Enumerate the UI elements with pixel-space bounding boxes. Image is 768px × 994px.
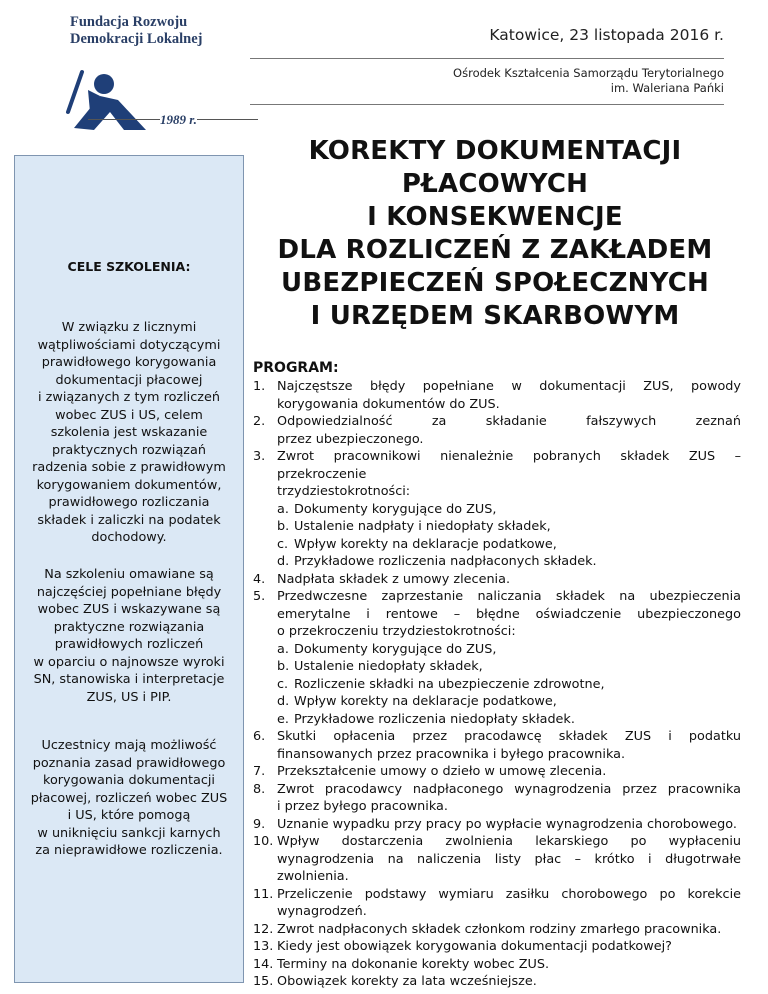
program-item-number: 6. — [253, 729, 266, 744]
program-item-number: 3. — [253, 449, 266, 464]
program-subitem — [253, 641, 741, 659]
program-subitem-letter: a. — [277, 501, 289, 517]
program-item-text: Skutki opłacenia przez pracodawcę składek ZUS i podatku — [277, 729, 741, 744]
program-item-text: Przeliczenie podstawy wymiaru zasiłku chorobowego po korekcie — [277, 886, 741, 902]
program-subitem-letter: c. — [277, 676, 289, 692]
program-item — [253, 921, 741, 939]
program-subitem-text: Rozliczenie składki na ubezpieczenie zdrowotne, — [294, 676, 605, 692]
program-item — [253, 956, 741, 974]
program-item-continuation: trzydziestokrotności: — [277, 484, 411, 499]
program-item-text: Terminy na dokonanie korekty wobec ZUS. — [277, 956, 550, 972]
program-subitem — [253, 693, 741, 711]
program-item-number: 1. — [253, 379, 266, 394]
program-item — [253, 816, 741, 834]
program-item — [253, 833, 741, 851]
program-subitem-letter: a. — [277, 641, 289, 657]
program-subitem-letter: b. — [277, 519, 290, 534]
program-item — [253, 886, 741, 904]
program-item — [253, 763, 741, 781]
program-subitem-text: Ustalenie nadpłaty i niedopłaty składek, — [294, 519, 551, 534]
program-subitem-text: Dokumenty korygujące do ZUS, — [294, 641, 497, 657]
foundation-logo — [60, 14, 250, 134]
program-item-number: 4. — [253, 571, 266, 587]
program-item — [253, 973, 741, 991]
sidebar-paragraph-2: Na szkoleniu omawiane są najczęściej popełniane błędy wobec ZUS i wskazywane są praktyczne rozwiązania prawidłowych rozliczeń w oparciu o najnowsze wyroki SN, stanowiska i interpretacje ZUS, US i PIP. — [33, 567, 225, 705]
program-subitem-text: Dokumenty korygujące do ZUS, — [294, 501, 497, 517]
program-item — [253, 728, 741, 746]
program-subitem-letter: b. — [277, 659, 290, 674]
program-item-number: 13. — [253, 939, 274, 954]
program-item-text: Zwrot pracodawcy nadpłaconego wynagrodzenia przez pracownika — [277, 781, 741, 797]
program-heading: PROGRAM: — [253, 360, 339, 376]
program-item-number: 7. — [253, 764, 266, 779]
program-item-text: Wpływ dostarczenia zwolnienia lekarskiego po wypłaceniu — [277, 834, 741, 849]
program-subitem-text: Wpływ korekty na deklaracje podatkowe, — [294, 536, 557, 552]
logo-org-name: Fundacja Rozwoju Demokracji Lokalnej — [70, 14, 203, 47]
program-item-text: Zwrot pracownikowi nienależnie pobranych składek ZUS – przekroczenie — [277, 449, 741, 482]
program-item — [253, 571, 741, 589]
header-divider-top — [250, 58, 724, 59]
program-item-number: 15. — [253, 974, 274, 989]
sidebar-heading: CELE SZKOLENIA: — [67, 259, 191, 274]
program-item-text: Zwrot nadpłaconych składek członkom rodziny zmarłego pracownika. — [277, 921, 722, 937]
program-item-continuation: wynagrodzeń. — [277, 904, 367, 919]
program-item — [253, 413, 741, 431]
program-subitem-text: Przykładowe rozliczenia nadpłaconych składek. — [294, 554, 597, 569]
program-item-text: Uznanie wypadku przy pracy po wypłacie wynagrodzenia chorobowego. — [277, 816, 737, 832]
program-subitem-text: Wpływ korekty na deklaracje podatkowe, — [294, 694, 557, 709]
program-item-continuation: o przekroczeniu trzydziestokrotności: — [277, 624, 516, 639]
program-item-number: 14. — [253, 956, 274, 972]
program-item-text: Nadpłata składek z umowy zlecenia. — [277, 571, 511, 587]
program-item-number: 10. — [253, 834, 274, 849]
header-divider-bottom — [250, 104, 724, 105]
program-list — [253, 378, 741, 991]
program-item-text: Przekształcenie umowy o dzieło w umowę zlecenia. — [277, 764, 607, 779]
program-item — [253, 448, 741, 483]
program-item-number: 12. — [253, 921, 274, 937]
program-item-text: Odpowiedzialność za składanie fałszywych zeznań — [277, 414, 741, 429]
program-subitem — [253, 676, 741, 694]
program-subitem — [253, 536, 741, 554]
program-item — [253, 588, 741, 606]
program-item-continuation: finansowanych przez pracownika i byłego pracownika. — [277, 746, 626, 762]
program-subitem — [253, 501, 741, 519]
program-subitem-text: Przykładowe rozliczenia niedopłaty składek. — [294, 711, 575, 727]
program-item-number: 8. — [253, 781, 266, 797]
document-date: Katowice, 23 listopada 2016 r. — [489, 26, 724, 44]
program-item-text: Kiedy jest obowiązek korygowania dokumentacji podatkowej? — [277, 939, 672, 954]
program-item-number: 5. — [253, 589, 266, 604]
program-item — [253, 938, 741, 956]
program-item-text: Najczęstsze błędy popełniane w dokumentacji ZUS, powody — [277, 379, 741, 394]
program-item-text: Obowiązek korekty za lata wcześniejsze. — [277, 974, 537, 989]
program-subitem — [253, 553, 741, 571]
program-item-text: Przedwczesne zaprzestanie naliczania składek na ubezpieczenia — [277, 589, 741, 604]
training-goals-sidebar — [14, 155, 244, 983]
program-item-number: 2. — [253, 414, 266, 429]
program-item-continuation: korygowania dokumentów do ZUS. — [277, 396, 500, 412]
program-item-continuation: i przez byłego pracownika. — [277, 799, 448, 814]
program-item-number: 11. — [253, 886, 274, 902]
program-item-continuation: przez ubezpieczonego. — [277, 431, 424, 447]
program-item-number: 9. — [253, 816, 266, 832]
program-subitem-letter: e. — [277, 711, 289, 727]
program-subitem-letter: c. — [277, 536, 289, 552]
program-subitem-letter: d. — [277, 554, 290, 569]
organizer-name: Ośrodek Kształcenia Samorządu Terytorialnego im. Waleriana Pańki — [453, 66, 724, 95]
program-subitem-letter: d. — [277, 694, 290, 709]
program-item-continuation: emerytalne i rentowe – błędne oświadczenie ubezpieczonego — [277, 606, 741, 622]
sidebar-paragraph-1: W związku z licznymi wątpliwościami dotyczącymi prawidłowego korygowania dokumentacji płacowej i związanych z tym rozliczeń wobec ZUS i US, celem szkolenia jest wskazanie praktycznych rozwiązań radzenia sobie z prawidłowym korygowaniem dokumentów, prawidłowego rozliczania składek i zaliczki na podatek dochodowy. — [32, 320, 226, 545]
document-title: KOREKTY DOKUMENTACJI PŁACOWYCH I KONSEKWENCJE DLA ROZLICZEŃ Z ZAKŁADEM UBEZPIECZEŃ SPOŁECZNYCH I URZĘDEM SKARBOWYM — [277, 136, 713, 331]
logo-year: 1989 r. — [160, 112, 197, 127]
sidebar-paragraph-3: Uczestnicy mają możliwość poznania zasad prawidłowego korygowania dokumentacji płacowej, rozliczeń wobec ZUS i US, które pomogą w uniknięciu sankcji karnych za nieprawidłowe rozliczenia. — [30, 738, 228, 858]
program-subitem — [253, 658, 741, 676]
program-subitem — [253, 711, 741, 729]
program-item — [253, 781, 741, 799]
program-subitem-text: Ustalenie niedopłaty składek, — [294, 659, 483, 674]
program-subitem — [253, 518, 741, 536]
program-item — [253, 378, 741, 396]
program-item-continuation: wynagrodzenia na naliczenia listy płac – krótko i długotrwałe zwolnienia. — [277, 851, 741, 884]
